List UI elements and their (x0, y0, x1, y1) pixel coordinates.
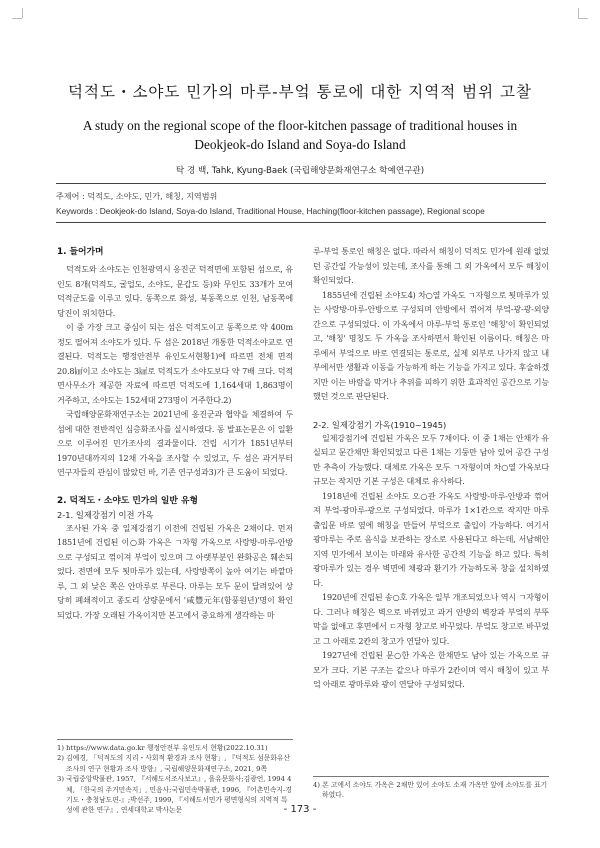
crop-mark (578, 8, 579, 18)
title-english (60, 116, 540, 154)
left-column (57, 245, 293, 623)
subsection-heading-2-2: 2-2. 일제강점기 가옥(1910~1945) (313, 419, 447, 430)
author-line: 탁 경 백, Tahk, Kyung-Baek (국립해양문화재연구소 학예연구관) (175, 166, 425, 176)
keywords-box (56, 183, 546, 223)
paragraph: 1920년에 건립된 송○호 가옥은 일부 개조되었으나 역시 ㄱ자형이다. 그러나 해칭은 벽으로 바뀌었고 과거 안방의 벽장과 부엌의 부뚜막을 없애고 후면에서 ㄷ자형 창고로 바꾸었다. 부엌도 창고로 바꾸었고 그 아래로 2칸의 창고가 연달아 있다. (313, 593, 549, 646)
title-korean: 덕적도・소야도 민가의 마루-부엌 통로에 대한 지역적 범위 고찰 (68, 83, 532, 101)
subsection-heading-2-1: 2-1. 일제강점기 이전 가옥 (57, 509, 154, 520)
paragraph: 일제강점기에 건립된 가옥은 모두 7채이다. 이 중 1채는 안채가 유실되고 문간채만 확인되었고 다른 1채는 기둥만 남아 있어 공간 구성만 추측이 가능했다. 대체로 가옥은 모두 ㄱ자형이며 차○열 가옥보다 규모는 작지만 기본 구성은 대체로 유사하다. (313, 433, 549, 486)
paragraph: 1855년에 건립된 소야도4) 차○열 가옥도 ㄱ자형으로 툇마루가 있는 사랑방-마루-안방으로 구성되며 안방에서 꺾어져 부엌-광-광-외양간으로 구성되었다. 이 가옥에서 마루-부엌 통로인 '해칭'이 확인되었고, '해칭' 명칭도 두 가옥을 조사하면서 확인된 이름이다. 해칭은 마루에서 부엌으로 바로 연결되는 통로로, 실제 외부로 나가지 않고 내부에서만 생활과 이동을 가능하게 하는 기능을 가지고 있다. 후술하겠지만 이는 바람을 막거나 추위를 피하기 위한 효과적인 공간으로 기능했던 것으로 판단된다. (313, 290, 549, 401)
footnote: 4) 본 고에서 소야도 가옥은 2채만 있어 소야도 소재 가옥만 앞에 소야도를 표기하였다. (313, 781, 548, 800)
crop-mark (22, 8, 23, 18)
right-column (313, 245, 549, 693)
title-english-line-1: A study on the regional scope of the floor-kitchen passage of traditional houses in (82, 118, 518, 133)
paragraph: 루-부엌 통로인 해칭은 없다. 따라서 해칭이 덕적도 민가에 원래 없었던 공간일 가능성이 있는데, 조사를 통해 그 외 가옥에서 모두 해칭이 확인되었다. (313, 247, 549, 285)
footnote: 3) 국립중앙박물관, 1957, 『서해도서조사보고』, 을유문화사;김광언, 1994 4체, 「한국의 주거민속지」, 민음사;국립민속박물관, 1996, 『어촌민속지-경기도・충청남도편-』;박선주, 1999, 『서해도서민가 평면형식의 지역적 특성에 관한 연구』, 연세대학교 박사논문 (57, 775, 292, 815)
paragraph: 조사된 가옥 중 일제강점기 이전에 건립된 가옥은 2채이다. 먼저 1851년에 건립된 이○화 가옥은 ㄱ자형 가옥으로 사랑방-마루-안방으로 구성되고 꺾이져 부엌이 있으며 그 아랫부분인 완화공은 훼손되었다. 전면에 모두 툇마루가 있는데, 사랑방쪽이 높아 여기는 바깥마루, 그 외 낮은 쪽은 안마루로 부른다. 마루는 모두 문이 달려있어 상당히 폐쇄적이고 종도리 상량문에서 '咸豐元年(함풍원년)'명이 확인되었다. 가장 오래된 가옥이지만 본고에서 중요하게 생각하는 마 (57, 523, 293, 620)
paragraph: 1927년에 건립된 문○한 가옥은 한채만도 남아 있는 가옥으로 규모가 크다. 기본 구조는 같으나 마루가 2칸이며 역시 해칭이 있고 부엌 아래로 광마루와 광이 연달아 구성되었다. (313, 651, 549, 689)
crop-mark (578, 18, 588, 19)
keywords-english: Keywords : Deokjeok-do Island, Soya-do Island, Traditional House, Haching(floor-kitchen passage), Regional scope (56, 206, 485, 216)
paragraph: 덕적도와 소야도는 인천광역시 옹진군 덕적면에 포함된 섬으로, 유인도 8개(덕적도, 굴업도, 소야도, 문갑도 등)와 무인도 33개가 모여 덕적군도를 이루고 있다. 동쪽으로 화성, 북동쪽으로 인천, 남동쪽에 당진이 위치한다. (57, 265, 293, 318)
paragraph: 1918년에 건립된 소야도 오○관 가옥도 사랑방-마루-안방과 꺾어져 부엌-광마루-광으로 구성되었다. 마루가 1×1칸으로 작지만 마루 출입문 바로 옆에 해칭을 만들어 부엌으로 출입이 가능하다. 여기서 광마루는 주로 음식을 보관하는 장소로 사용된다고 하는데, 서남해안 지역 민가에서 보이는 마래와 유사한 공간적 기능을 하고 있다. 특히 광마루가 있는 경우 벽면에 채광과 환기가 가능하도록 창을 설치하였다. (313, 491, 549, 588)
paragraph: 이 중 가장 크고 중심이 되는 섬은 덕적도이고 동쪽으로 약 400m 정도 떨어져 소야도가 있다. 두 섬은 2018년 개통한 덕적소야교로 연결된다. 덕적도는 행정안전부 유인도서현황1)에 따르면 전체 면적 20.8㎢이고 소야도는 3㎢로 덕적도가 소야도보다 약 7배 크다. 덕적면사무소가 제공한 자료에 따르면 덕적도에 1,164세대 1,863명이 거주하고, 소야도는 152세대 273명이 거주한다.2) (57, 323, 293, 405)
page-number: - 173 - (283, 804, 317, 815)
section-heading-2: 2. 덕적도・소야도 민가의 일반 유형 (57, 495, 198, 506)
footnote: 1) https://www.data.go.kr 행정안전부 유인도서 현황(2022.10.31) (57, 744, 268, 752)
section-heading-1: 1. 들어가며 (57, 247, 104, 257)
crop-mark (12, 18, 22, 19)
footnote: 2) 김예경, 「덕적도의 지리・사회적 환경과 조사 현황」, 『덕적도 섬문화유산조사의 연구 현황과 조사 방향』, 국립해양문화재연구소, 2021, 9쪽 (57, 754, 291, 773)
footnotes-right (313, 776, 549, 801)
keywords-korean: 주제어 : 덕적도, 소야도, 민가, 해칭, 지역범위 (56, 191, 218, 201)
title-english-line-2: Deokjeok-do Island and Soya-do Island (194, 137, 406, 152)
paragraph: 국립해양문화재연구소는 2021년에 옹진군과 협약을 체결하여 두 섬에 대한 전반적인 심층화조사를 실시하였다. 동 발표논문은 이 일환으로 이루어진 민가조사의 결과물이다. 건립 시기가 1851년부터 1970년대까지의 12채 가옥을 조사할 수 있었고, 두 섬은 과거부터 연구자들의 관심이 많았던 바, 기존 연구성과3)가 큰 도움이 되었다. (57, 410, 293, 477)
